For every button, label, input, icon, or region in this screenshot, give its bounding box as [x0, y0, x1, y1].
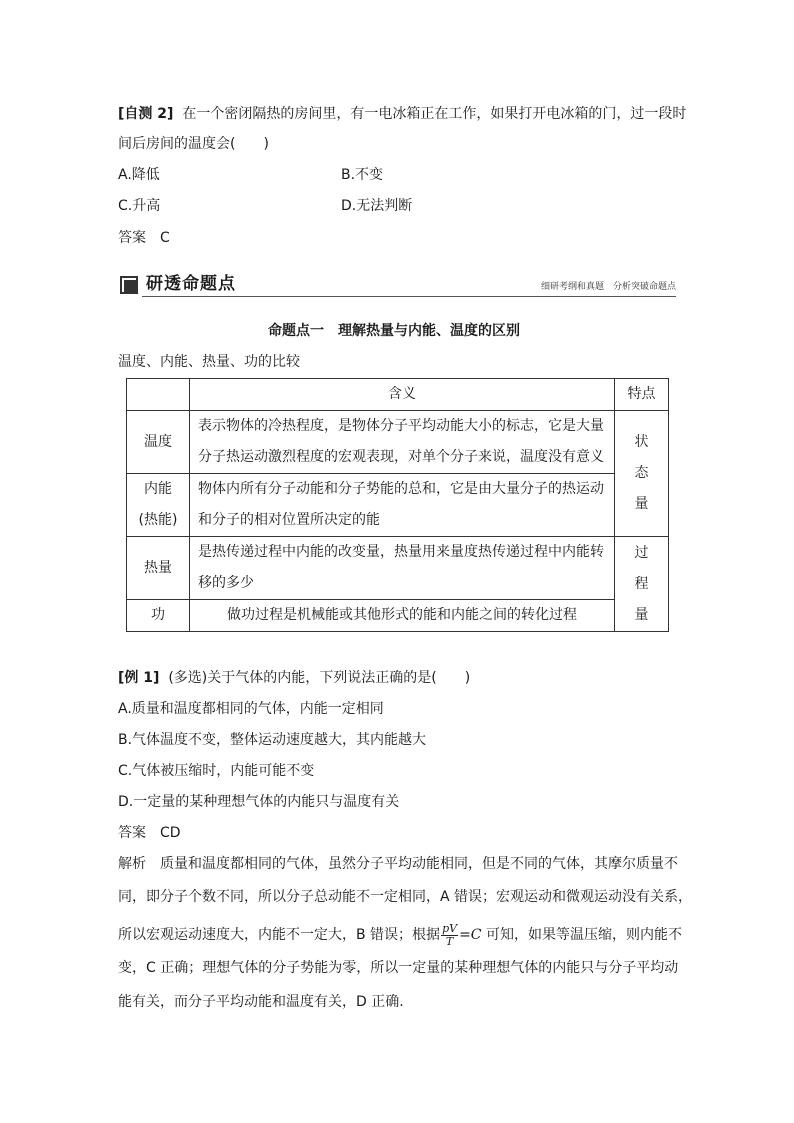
section-title: 研透命题点: [146, 274, 236, 294]
formula-denominator: T: [445, 934, 454, 948]
analysis-line3: [118, 920, 682, 950]
row-name-temperature: 温度: [127, 411, 190, 474]
topic-heading: 命题点一 理解热量与内能、温度的区别: [268, 323, 520, 339]
row-name-heat: 热量: [127, 537, 190, 600]
table-row: [127, 600, 669, 632]
table-row: [127, 537, 669, 600]
example-question-text: (多选)关于气体的内能，下列说法正确的是( ): [168, 670, 471, 686]
example-tag: [例 1]: [118, 670, 160, 686]
section-header: [118, 272, 676, 296]
self-test-option-a: A.降低: [118, 167, 160, 183]
header-empty-cell: [127, 379, 190, 411]
feature-char: 量: [634, 496, 649, 512]
section-rule: [142, 296, 676, 297]
table-row: [127, 474, 669, 537]
self-test-option-c: C.升高: [118, 198, 161, 214]
table-caption: 温度、内能、热量、功的比较: [118, 354, 300, 370]
row-meaning-work: 做功过程是机械能或其他形式的能和内能之间的转化过程: [190, 600, 615, 632]
self-test-question-line1: 在一个密闭隔热的房间里，有一电冰箱正在工作，如果打开电冰箱的门，过一段时: [182, 106, 687, 122]
meaning-line: 和分子的相对位置所决定的能: [198, 512, 380, 528]
analysis-line5: 能有关，而分子平均动能和温度有关，D 正确.: [118, 994, 404, 1010]
example-answer: 答案 CD: [118, 825, 181, 841]
analysis-line3-post: 可知，如果等温压缩，则内能不: [485, 927, 682, 943]
analysis-line3-pre: 所以宏观运动速度大，内能不一定大，B 错误；根据: [118, 927, 441, 943]
feature-char: 状: [634, 434, 649, 450]
self-test-option-b: B.不变: [341, 167, 384, 183]
meaning-line: 物体内所有分子动能和分子势能的总和，它是由大量分子的热运动: [198, 481, 604, 497]
meaning-line: 移的多少: [198, 575, 254, 591]
example-option-d: D.一定量的某种理想气体的内能只与温度有关: [118, 794, 400, 810]
formula-fraction: [441, 923, 458, 948]
example-option-a: A.质量和温度都相同的气体，内能一定相同: [118, 701, 384, 717]
table-header-row: [127, 379, 669, 411]
example-question: [118, 668, 470, 688]
feature-char: 量: [634, 606, 649, 623]
self-test-question-line2: 间后房间的温度会( ): [118, 136, 269, 152]
section-square-filled-icon: [124, 280, 138, 294]
formula-numerator: pV: [442, 921, 458, 935]
example-option-b: B.气体温度不变，整体运动速度越大，其内能越大: [118, 732, 427, 748]
name-line: (热能): [138, 512, 178, 528]
self-test-answer: 答案 C: [118, 230, 170, 246]
analysis-line1: 解析 质量和温度都相同的气体，虽然分子平均动能相同，但是不同的气体，其摩尔质量不: [118, 856, 678, 872]
comparison-table: [126, 378, 669, 632]
feature-process-cell: [615, 537, 669, 632]
row-meaning-temperature: [190, 411, 615, 474]
feature-char: 过: [634, 544, 649, 561]
section-subtitle: 细研考纲和真题 分析突破命题点: [540, 282, 676, 292]
formula-rhs: =C: [459, 927, 482, 943]
header-meaning: 含义: [190, 379, 615, 411]
meaning-line: 是热传递过程中内能的改变量，热量用来量度热传递过程中内能转: [198, 544, 604, 560]
feature-char: 程: [634, 575, 649, 592]
name-line: 内能: [144, 481, 172, 497]
meaning-line: 分子热运动激烈程度的宏观表现，对单个分子来说，温度没有意义: [198, 449, 604, 465]
self-test-option-d: D.无法判断: [341, 198, 413, 214]
example-option-c: C.气体被压缩时，内能可能不变: [118, 763, 315, 779]
table-row: [127, 411, 669, 474]
analysis-line2: 同，即分子个数不同，所以分子总动能不一定相同，A 错误；宏观运动和微观运动没有关系，: [118, 889, 693, 905]
header-feature: 特点: [615, 379, 669, 411]
row-meaning-heat: [190, 537, 615, 600]
meaning-line: 表示物体的冷热程度，是物体分子平均动能大小的标志，它是大量: [198, 418, 604, 434]
self-test-line1: [118, 104, 686, 124]
row-name-internal-energy: [127, 474, 190, 537]
feature-char: 态: [634, 465, 649, 481]
row-name-work: 功: [127, 600, 190, 632]
analysis-line4: 变，C 正确；理想气体的分子势能为零，所以一定量的某种理想气体的内能只与分子平均动: [118, 960, 679, 976]
feature-state-cell: [615, 411, 669, 537]
self-test-tag: [自测 2]: [118, 106, 174, 122]
row-meaning-internal-energy: [190, 474, 615, 537]
